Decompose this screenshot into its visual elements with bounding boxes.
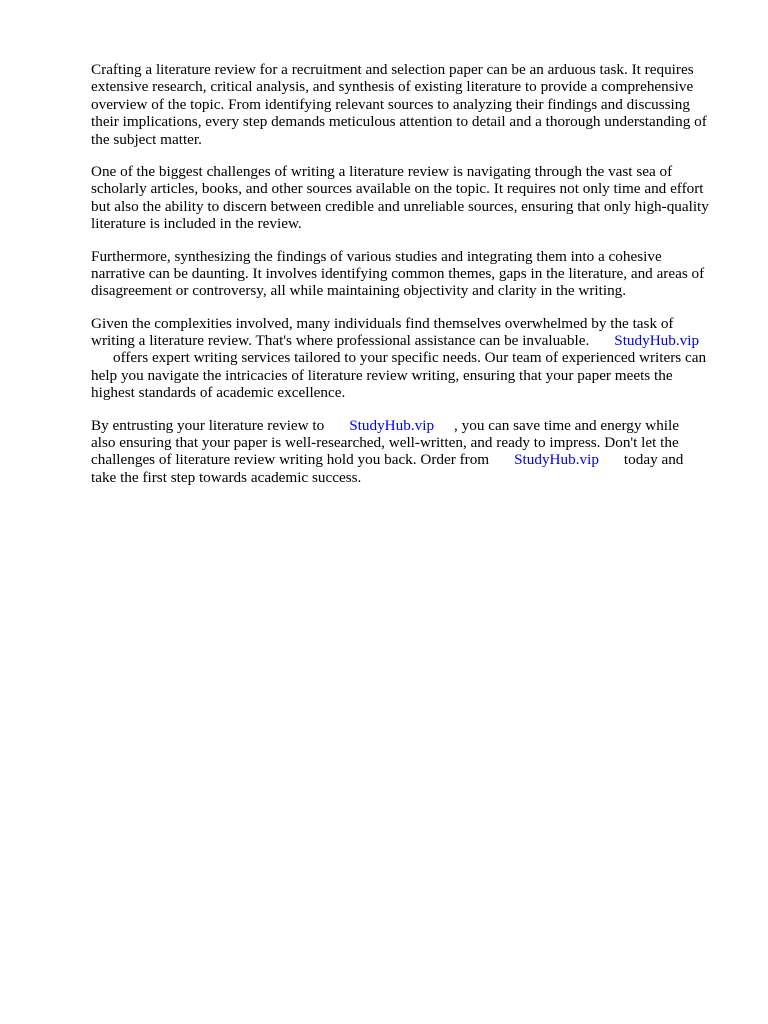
text-line: narrative can be daunting. It involves identifying common themes, gaps in the literature, and areas of: [91, 264, 705, 282]
text-line: scholarly articles, books, and other sources available on the topic. It requires not only time and effort: [91, 180, 704, 198]
paragraph-conclusion: [91, 417, 731, 487]
paragraph-assistance: [91, 315, 731, 402]
text-line: the subject matter.: [91, 130, 202, 148]
text-line: Furthermore, synthesizing the findings of various studies and integrating them into a cohesive: [91, 247, 662, 265]
text-line: extensive research, critical analysis, and synthesis of existing literature to provide a comprehensive: [91, 78, 694, 96]
text-line: overview of the topic. From identifying relevant sources to analyzing their findings and discussing: [91, 95, 690, 113]
text-line: highest standards of academic excellence.: [91, 384, 346, 402]
text-segment: writing a literature review. That's where professional assistance can be invaluable.: [91, 332, 590, 350]
text-segment: offers expert writing services tailored to your specific needs. Our team of experienced writers can: [113, 349, 707, 367]
text-line: disagreement or controversy, all while maintaining objectivity and clarity in the writing.: [91, 282, 627, 300]
paragraph-synthesis: [91, 248, 731, 300]
text-line: also ensuring that your paper is well-researched, well-written, and ready to impress. Don't let the: [91, 434, 679, 452]
text-line: take the first step towards academic success.: [91, 468, 362, 486]
text-line: Crafting a literature review for a recruitment and selection paper can be an arduous task. It requires: [91, 61, 694, 78]
text-line: One of the biggest challenges of writing a literature review is navigating through the vast sea of: [91, 162, 673, 180]
paragraph-intro: [91, 61, 731, 148]
text-line: their implications, every step demands meticulous attention to detail and a thorough understanding of: [91, 113, 707, 131]
text-line: [91, 451, 731, 468]
studyhub-link[interactable]: StudyHub.vip: [349, 416, 435, 434]
text-line: [91, 349, 731, 366]
text-line: [91, 417, 731, 434]
text-line: help you navigate the intricacies of literature review writing, ensuring that your paper meets the: [91, 366, 673, 384]
text-line: Given the complexities involved, many individuals find themselves overwhelmed by the task of: [91, 314, 674, 332]
text-line: literature is included in the review.: [91, 215, 302, 233]
text-segment: challenges of literature review writing hold you back. Order from: [91, 451, 490, 469]
text-segment: , you can save time and energy while: [454, 416, 679, 434]
paragraph-challenges: [91, 163, 731, 233]
document-page: [91, 61, 731, 501]
text-line: [91, 332, 731, 349]
studyhub-link[interactable]: StudyHub.vip: [514, 451, 599, 469]
text-segment: today and: [623, 451, 684, 469]
studyhub-link[interactable]: StudyHub.vip: [614, 332, 700, 350]
text-segment: By entrusting your literature review to: [91, 416, 325, 434]
text-line: but also the ability to discern between credible and unreliable sources, ensuring that only high-quality: [91, 197, 709, 215]
